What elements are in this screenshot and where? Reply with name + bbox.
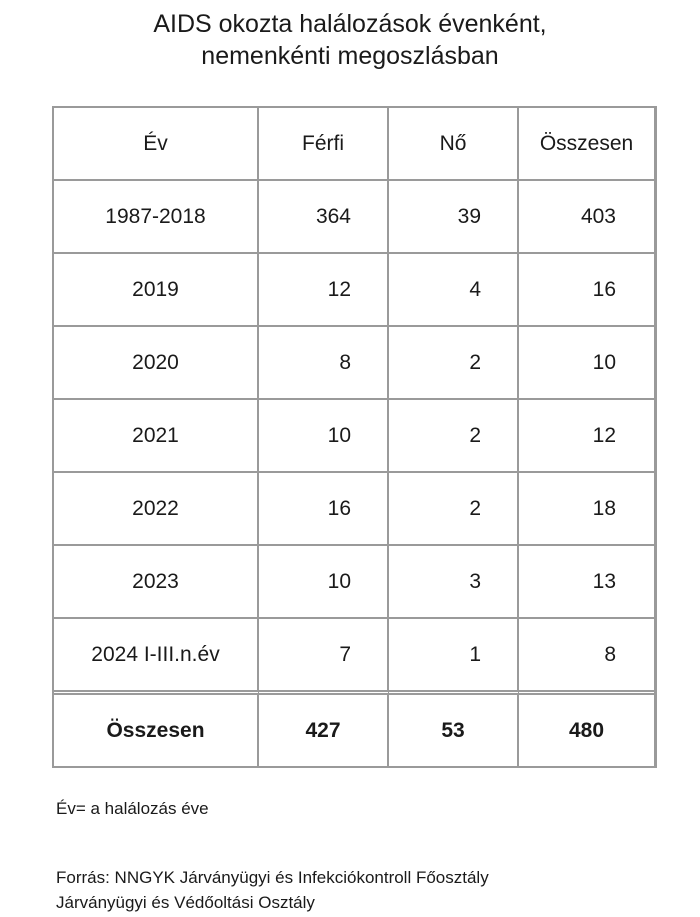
cell-male: 16	[259, 473, 389, 546]
table-total-row	[54, 695, 654, 766]
table-row	[54, 327, 654, 400]
source-line-1: Forrás: NNGYK Járványügyi és Infekciókontroll Főosztály	[56, 868, 489, 887]
cell-male: 10	[259, 546, 389, 619]
table-row	[54, 473, 654, 546]
cell-female: 39	[389, 181, 519, 254]
cell-year: 2019	[54, 254, 259, 327]
cell-total: 12	[519, 400, 654, 473]
cell-total: 8	[519, 619, 654, 695]
table-row	[54, 254, 654, 327]
cell-female: 1	[389, 619, 519, 695]
cell-female: 2	[389, 473, 519, 546]
footnote: Év= a halálozás éve	[56, 799, 209, 818]
header-male: Férfi	[259, 108, 389, 181]
total-male: 427	[259, 695, 389, 766]
cell-year: 1987-2018	[54, 181, 259, 254]
cell-total: 10	[519, 327, 654, 400]
title-line-2: nemenkénti megoszlásban	[201, 42, 499, 70]
table-row	[54, 546, 654, 619]
table-row	[54, 400, 654, 473]
header-year: Év	[54, 108, 259, 181]
cell-total: 403	[519, 181, 654, 254]
document-title	[0, 8, 700, 72]
cell-female: 2	[389, 327, 519, 400]
table-row	[54, 181, 654, 254]
cell-year: 2021	[54, 400, 259, 473]
source-line-2: Járványügyi és Védőoltási Osztály	[56, 893, 315, 912]
header-female: Nő	[389, 108, 519, 181]
source-note	[56, 865, 489, 915]
cell-total: 16	[519, 254, 654, 327]
cell-year: 2024 I-III.n.év	[54, 619, 259, 695]
deaths-table	[52, 106, 657, 768]
cell-year: 2020	[54, 327, 259, 400]
cell-year: 2022	[54, 473, 259, 546]
total-total: 480	[568, 718, 605, 742]
cell-female: 2	[389, 400, 519, 473]
title-line-1: AIDS okozta halálozások évenként,	[153, 10, 547, 38]
cell-total: 18	[519, 473, 654, 546]
cell-total: 13	[519, 546, 654, 619]
cell-male: 364	[259, 181, 389, 254]
table-header-row	[54, 108, 654, 181]
cell-male: 12	[259, 254, 389, 327]
cell-year: 2023	[54, 546, 259, 619]
cell-male: 8	[259, 327, 389, 400]
cell-female: 4	[389, 254, 519, 327]
header-total: Összesen	[519, 108, 654, 181]
cell-female: 3	[389, 546, 519, 619]
total-label: Összesen	[54, 695, 259, 766]
table-row	[54, 619, 654, 695]
cell-male: 7	[259, 619, 389, 695]
cell-male: 10	[259, 400, 389, 473]
total-female: 53	[389, 695, 519, 766]
